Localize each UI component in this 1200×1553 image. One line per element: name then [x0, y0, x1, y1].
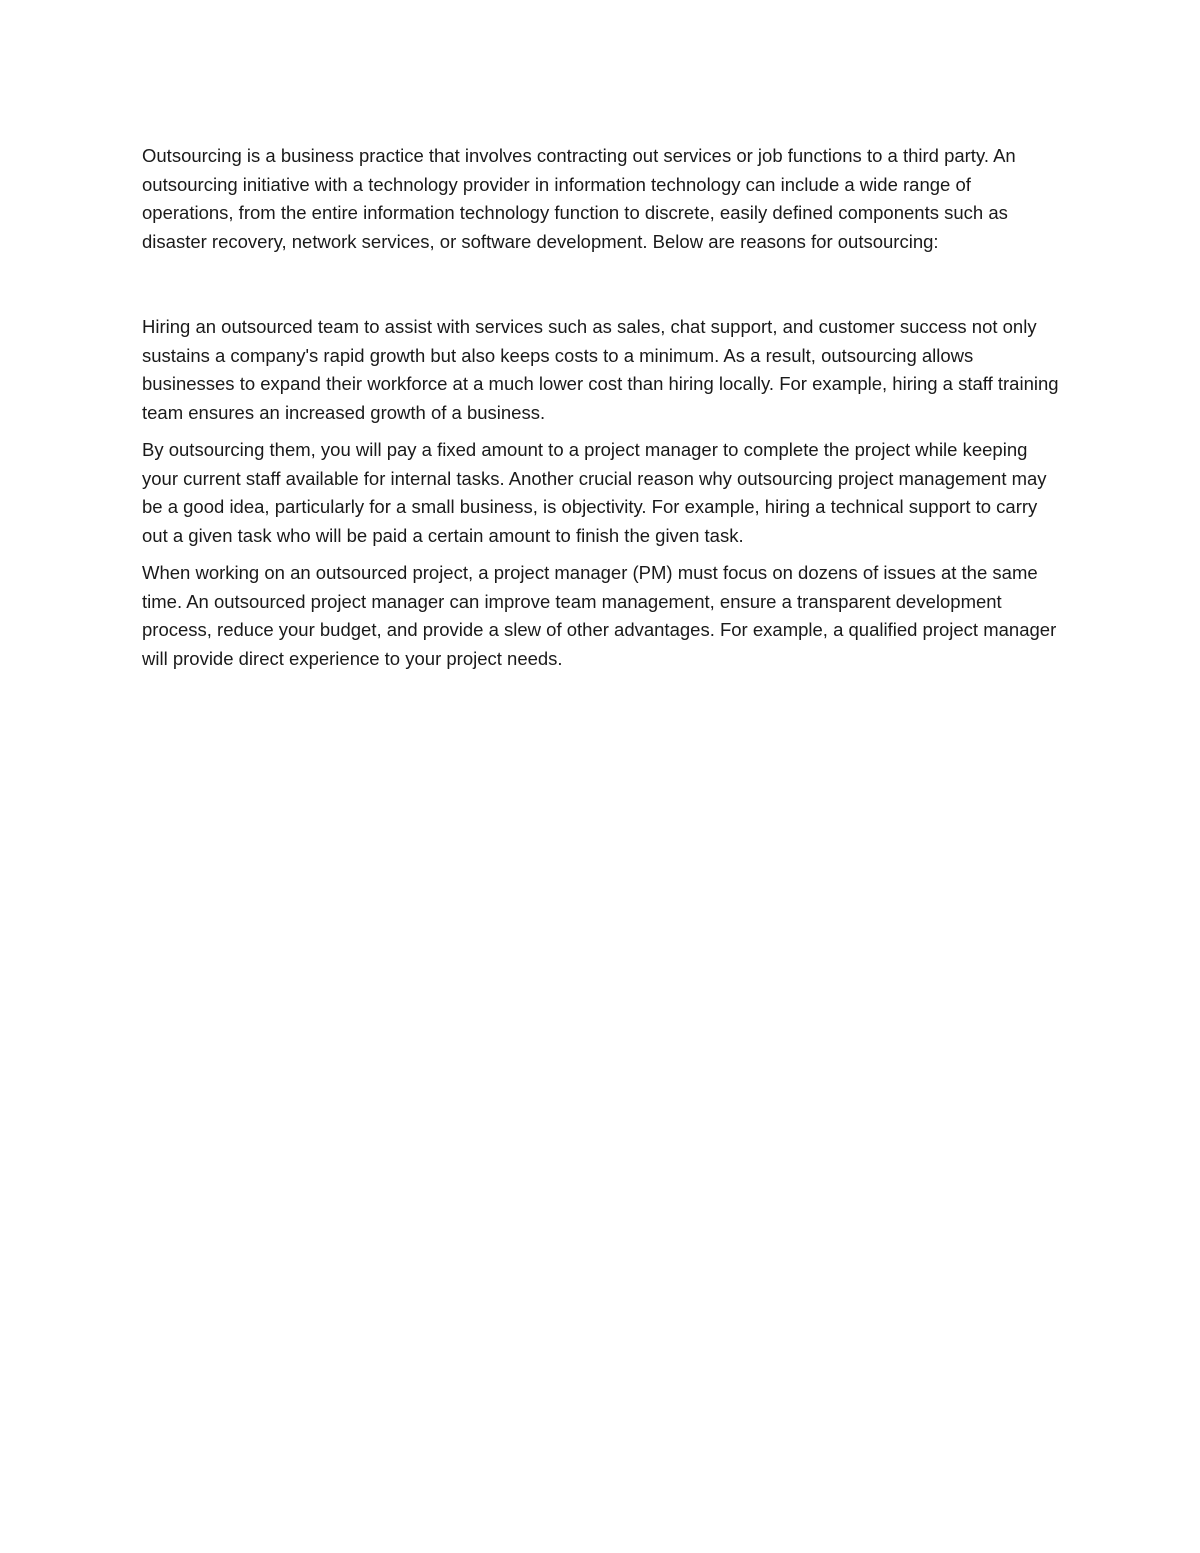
paragraph-outsourced-project: When working on an outsourced project, a project manager (PM) must focus on dozens of issues at the same time. An outsourced project manager can improve team management, ensure a transparent development process, reduce your budget, and provide a slew of other advantages. For example, a qualified project manager will provide direct experience to your project needs.	[142, 562, 1057, 669]
paragraph-hiring-outsourced-team: Hiring an outsourced team to assist with services such as sales, chat support, and customer success not only sustains a company's rapid growth but also keeps costs to a minimum. As a result, outsourcing allows businesses to expand their workforce at a much lower cost than hiring locally. For example, hiring a staff training team ensures an increased growth of a business.	[142, 316, 1059, 423]
document-body	[142, 142, 1062, 682]
paragraph-spacer	[142, 265, 1062, 313]
paragraph-intro: Outsourcing is a business practice that involves contracting out services or job functions to a third party. An outsourcing initiative with a technology provider in information technology can include a wide range of operations, from the entire information technology function to discrete, easily defined components such as disaster recovery, network services, or software development. Below are reasons for outsourcing:	[142, 145, 1016, 252]
paragraph-project-manager-cost: By outsourcing them, you will pay a fixed amount to a project manager to complete the project while keeping your current staff available for internal tasks. Another crucial reason why outsourcing project management may be a good idea, particularly for a small business, is objectivity. For example, hiring a technical support to carry out a given task who will be paid a certain amount to finish the given task.	[142, 439, 1047, 546]
